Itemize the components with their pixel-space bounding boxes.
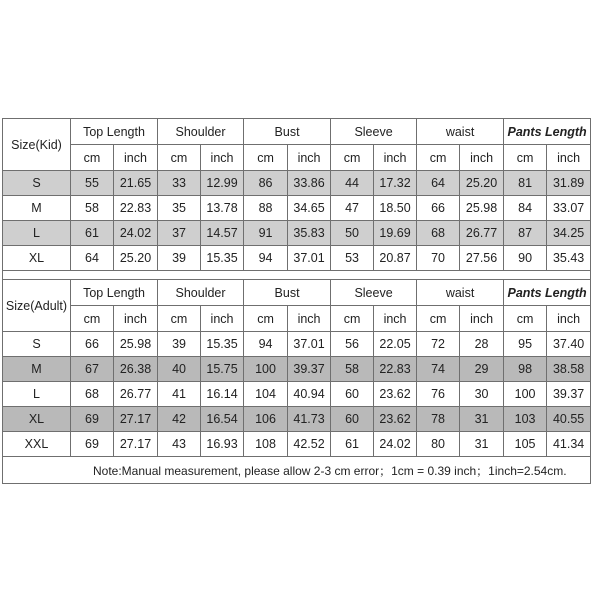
adult-header-top-length: Top Length <box>71 280 158 306</box>
adult-value-cell: 24.02 <box>374 432 417 457</box>
adult-value-cell: 80 <box>417 432 460 457</box>
kid-value-cell: 15.35 <box>201 246 244 271</box>
adult-header-pants-length: Pants Length <box>504 280 591 306</box>
kid-header-sleeve: Sleeve <box>331 119 417 145</box>
adult-value-cell: 72 <box>417 332 460 357</box>
adult-value-cell: 103 <box>504 407 547 432</box>
kid-value-cell: 31.89 <box>547 171 591 196</box>
note-section <box>3 457 591 484</box>
kid-value-cell: 20.87 <box>374 246 417 271</box>
kid-value-cell: 84 <box>504 196 547 221</box>
adult-value-cell: 37.01 <box>288 332 331 357</box>
kid-value-cell: 21.65 <box>114 171 158 196</box>
adult-value-cell: 98 <box>504 357 547 382</box>
adult-value-cell: 41.73 <box>288 407 331 432</box>
adult-value-cell: 60 <box>331 407 374 432</box>
adult-value-cell: 68 <box>71 382 114 407</box>
kid-value-cell: 35.43 <box>547 246 591 271</box>
kid-value-cell: 55 <box>71 171 114 196</box>
kid-header-bust: Bust <box>244 119 331 145</box>
table-row <box>3 407 591 432</box>
adult-value-cell: 41.34 <box>547 432 591 457</box>
adult-value-cell: 30 <box>460 382 504 407</box>
kid-size-label: Size(Kid) <box>3 119 71 171</box>
kid-unit-cell: inch <box>374 145 417 171</box>
kid-value-cell: 34.25 <box>547 221 591 246</box>
adult-value-cell: 56 <box>331 332 374 357</box>
kid-value-cell: 64 <box>417 171 460 196</box>
kid-value-cell: 44 <box>331 171 374 196</box>
adult-unit-cell: inch <box>460 306 504 332</box>
adult-value-cell: 16.54 <box>201 407 244 432</box>
kid-value-cell: 18.50 <box>374 196 417 221</box>
adult-size-cell: XL <box>3 407 71 432</box>
kid-value-cell: 94 <box>244 246 288 271</box>
adult-header-bust: Bust <box>244 280 331 306</box>
adult-section <box>3 280 591 457</box>
adult-value-cell: 25.98 <box>114 332 158 357</box>
adult-value-cell: 16.14 <box>201 382 244 407</box>
adult-value-cell: 26.38 <box>114 357 158 382</box>
table-row <box>3 332 591 357</box>
kid-value-cell: 33 <box>158 171 201 196</box>
adult-value-cell: 39.37 <box>288 357 331 382</box>
kid-value-cell: 37 <box>158 221 201 246</box>
kid-units-row <box>3 145 591 171</box>
kid-value-cell: 68 <box>417 221 460 246</box>
spacer-cell <box>3 271 591 280</box>
adult-value-cell: 78 <box>417 407 460 432</box>
kid-value-cell: 61 <box>71 221 114 246</box>
adult-value-cell: 74 <box>417 357 460 382</box>
adult-value-cell: 31 <box>460 432 504 457</box>
adult-value-cell: 39.37 <box>547 382 591 407</box>
adult-value-cell: 66 <box>71 332 114 357</box>
kid-value-cell: 24.02 <box>114 221 158 246</box>
adult-value-cell: 41 <box>158 382 201 407</box>
kid-value-cell: 64 <box>71 246 114 271</box>
adult-value-cell: 15.35 <box>201 332 244 357</box>
kid-value-cell: 88 <box>244 196 288 221</box>
adult-unit-cell: inch <box>374 306 417 332</box>
adult-size-label: Size(Adult) <box>3 280 71 332</box>
adult-unit-cell: cm <box>158 306 201 332</box>
adult-value-cell: 40.94 <box>288 382 331 407</box>
adult-value-cell: 58 <box>331 357 374 382</box>
adult-value-cell: 23.62 <box>374 382 417 407</box>
table-row <box>3 357 591 382</box>
adult-value-cell: 26.77 <box>114 382 158 407</box>
kid-value-cell: 91 <box>244 221 288 246</box>
kid-header-row <box>3 119 591 145</box>
kid-value-cell: 27.56 <box>460 246 504 271</box>
adult-value-cell: 28 <box>460 332 504 357</box>
adult-unit-cell: cm <box>244 306 288 332</box>
kid-value-cell: 87 <box>504 221 547 246</box>
kid-value-cell: 12.99 <box>201 171 244 196</box>
kid-value-cell: 25.98 <box>460 196 504 221</box>
adult-header-row <box>3 280 591 306</box>
adult-value-cell: 37.40 <box>547 332 591 357</box>
kid-unit-cell: inch <box>114 145 158 171</box>
adult-value-cell: 22.05 <box>374 332 417 357</box>
kid-value-cell: 14.57 <box>201 221 244 246</box>
adult-size-cell: S <box>3 332 71 357</box>
adult-value-cell: 42.52 <box>288 432 331 457</box>
adult-value-cell: 22.83 <box>374 357 417 382</box>
adult-size-cell: M <box>3 357 71 382</box>
adult-unit-cell: inch <box>288 306 331 332</box>
kid-value-cell: 86 <box>244 171 288 196</box>
adult-value-cell: 43 <box>158 432 201 457</box>
kid-value-cell: 39 <box>158 246 201 271</box>
adult-unit-cell: cm <box>71 306 114 332</box>
kid-header-top-length: Top Length <box>71 119 158 145</box>
kid-value-cell: 19.69 <box>374 221 417 246</box>
adult-value-cell: 69 <box>71 432 114 457</box>
adult-value-cell: 100 <box>504 382 547 407</box>
adult-size-cell: XXL <box>3 432 71 457</box>
table-row <box>3 196 591 221</box>
adult-value-cell: 39 <box>158 332 201 357</box>
section-spacer <box>3 271 591 280</box>
kid-value-cell: 53 <box>331 246 374 271</box>
adult-unit-cell: cm <box>331 306 374 332</box>
adult-value-cell: 40 <box>158 357 201 382</box>
kid-unit-cell: cm <box>331 145 374 171</box>
adult-units-row <box>3 306 591 332</box>
adult-value-cell: 16.93 <box>201 432 244 457</box>
kid-value-cell: 50 <box>331 221 374 246</box>
kid-size-cell: S <box>3 171 71 196</box>
kid-value-cell: 35.83 <box>288 221 331 246</box>
kid-header-shoulder: Shoulder <box>158 119 244 145</box>
kid-value-cell: 26.77 <box>460 221 504 246</box>
table-row <box>3 432 591 457</box>
adult-value-cell: 76 <box>417 382 460 407</box>
kid-value-cell: 33.86 <box>288 171 331 196</box>
kid-value-cell: 33.07 <box>547 196 591 221</box>
adult-value-cell: 106 <box>244 407 288 432</box>
adult-value-cell: 108 <box>244 432 288 457</box>
kid-size-cell: XL <box>3 246 71 271</box>
adult-header-waist: waist <box>417 280 504 306</box>
adult-unit-cell: inch <box>201 306 244 332</box>
kid-value-cell: 35 <box>158 196 201 221</box>
adult-unit-cell: cm <box>417 306 460 332</box>
kid-size-cell: L <box>3 221 71 246</box>
kid-value-cell: 37.01 <box>288 246 331 271</box>
kid-value-cell: 58 <box>71 196 114 221</box>
adult-value-cell: 40.55 <box>547 407 591 432</box>
adult-value-cell: 105 <box>504 432 547 457</box>
kid-value-cell: 25.20 <box>114 246 158 271</box>
kid-value-cell: 13.78 <box>201 196 244 221</box>
kid-unit-cell: cm <box>244 145 288 171</box>
kid-unit-cell: cm <box>71 145 114 171</box>
kid-size-cell: M <box>3 196 71 221</box>
kid-unit-cell: inch <box>460 145 504 171</box>
kid-value-cell: 25.20 <box>460 171 504 196</box>
adult-value-cell: 67 <box>71 357 114 382</box>
adult-unit-cell: cm <box>504 306 547 332</box>
kid-unit-cell: cm <box>504 145 547 171</box>
adult-value-cell: 100 <box>244 357 288 382</box>
kid-value-cell: 47 <box>331 196 374 221</box>
adult-value-cell: 27.17 <box>114 407 158 432</box>
adult-value-cell: 95 <box>504 332 547 357</box>
adult-value-cell: 31 <box>460 407 504 432</box>
kid-value-cell: 17.32 <box>374 171 417 196</box>
adult-value-cell: 15.75 <box>201 357 244 382</box>
adult-value-cell: 104 <box>244 382 288 407</box>
adult-header-sleeve: Sleeve <box>331 280 417 306</box>
table-row <box>3 382 591 407</box>
adult-value-cell: 38.58 <box>547 357 591 382</box>
measurement-note: Note:Manual measurement, please allow 2-3 cm error；1cm = 0.39 inch；1inch=2.54cm. <box>3 457 591 484</box>
kid-value-cell: 90 <box>504 246 547 271</box>
adult-value-cell: 94 <box>244 332 288 357</box>
table-row <box>3 171 591 196</box>
kid-unit-cell: inch <box>201 145 244 171</box>
adult-value-cell: 23.62 <box>374 407 417 432</box>
adult-header-shoulder: Shoulder <box>158 280 244 306</box>
kid-value-cell: 66 <box>417 196 460 221</box>
adult-value-cell: 42 <box>158 407 201 432</box>
size-chart <box>2 118 590 484</box>
table-row <box>3 246 591 271</box>
adult-value-cell: 69 <box>71 407 114 432</box>
kid-unit-cell: cm <box>158 145 201 171</box>
kid-header-waist: waist <box>417 119 504 145</box>
kid-unit-cell: inch <box>288 145 331 171</box>
adult-unit-cell: inch <box>547 306 591 332</box>
kid-value-cell: 70 <box>417 246 460 271</box>
adult-value-cell: 27.17 <box>114 432 158 457</box>
kid-unit-cell: cm <box>417 145 460 171</box>
adult-value-cell: 61 <box>331 432 374 457</box>
kid-header-pants-length: Pants Length <box>504 119 591 145</box>
adult-unit-cell: inch <box>114 306 158 332</box>
adult-size-cell: L <box>3 382 71 407</box>
kid-unit-cell: inch <box>547 145 591 171</box>
adult-value-cell: 60 <box>331 382 374 407</box>
adult-value-cell: 29 <box>460 357 504 382</box>
size-table <box>2 118 591 484</box>
kid-value-cell: 34.65 <box>288 196 331 221</box>
kid-value-cell: 22.83 <box>114 196 158 221</box>
kid-section <box>3 119 591 271</box>
table-row <box>3 221 591 246</box>
kid-value-cell: 81 <box>504 171 547 196</box>
